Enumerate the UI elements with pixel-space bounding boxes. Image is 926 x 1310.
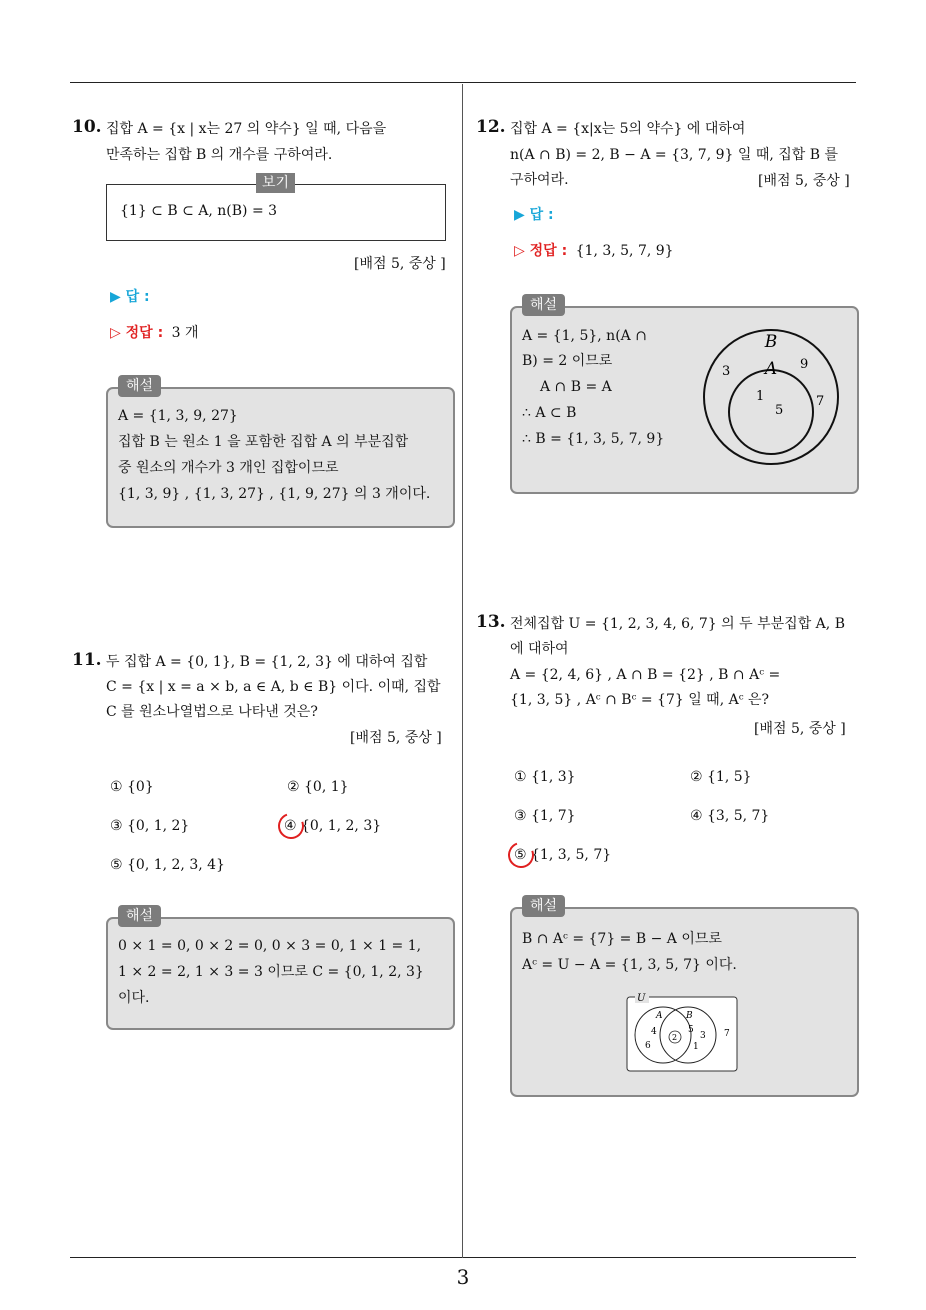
score-label: [배점 5, 중상 ] xyxy=(350,730,442,746)
option-4[interactable]: ④ {0, 1, 2, 3} xyxy=(284,818,382,834)
venn-value: 2 xyxy=(672,1033,678,1042)
question-number: 10. xyxy=(72,117,102,137)
venn-value: 9 xyxy=(800,357,809,372)
question-number: 12. xyxy=(476,117,506,137)
question-text-line: 집합 A = {x|x는 5의 약수} 에 대하여 xyxy=(510,121,746,137)
bogi-label: 보기 xyxy=(256,173,295,193)
venn-label-A: A xyxy=(764,359,778,379)
venn-label-B: B xyxy=(764,332,778,352)
question-text-line: A = {2, 4, 6} , A ∩ B = {2} , B ∩ Aᶜ = xyxy=(510,667,781,683)
top-rule xyxy=(70,82,856,83)
option-2[interactable]: ② {1, 5} xyxy=(690,769,752,785)
option-4[interactable]: ④ {3, 5, 7} xyxy=(690,808,770,824)
explanation-line: {1, 3, 9} , {1, 3, 27} , {1, 9, 27} 의 3 개이다. xyxy=(118,486,431,502)
explanation-tag: 해설 xyxy=(522,294,565,316)
venn-value: 6 xyxy=(645,1041,651,1051)
venn-value: 7 xyxy=(724,1029,730,1039)
venn-value: 5 xyxy=(688,1025,694,1035)
option-1[interactable]: ① {1, 3} xyxy=(514,769,576,785)
question-text-line: C 를 원소나열법으로 나타낸 것은? xyxy=(106,704,318,720)
venn-diagram-two-sets xyxy=(625,990,741,1074)
venn-value: 1 xyxy=(693,1042,699,1052)
explanation-tag: 해설 xyxy=(522,895,565,917)
column-divider xyxy=(462,84,463,1258)
explanation-line: 이다. xyxy=(118,990,150,1006)
question-text-line: 전체집합 U = {1, 2, 3, 4, 6, 7} 의 두 부분집합 A, B xyxy=(510,616,845,632)
option-5[interactable]: ⑤ {1, 3, 5, 7} xyxy=(514,847,612,863)
explanation-tag: 해설 xyxy=(118,375,161,397)
bottom-rule xyxy=(70,1257,856,1258)
venn-label-A: A xyxy=(656,1011,663,1021)
venn-value: 3 xyxy=(700,1031,706,1041)
explanation-line: A = {1, 3, 9, 27} xyxy=(118,408,238,424)
venn-diagram-nested xyxy=(700,325,850,475)
venn-value: 1 xyxy=(756,389,765,404)
correct-answer xyxy=(514,241,674,261)
question-text-line: n(A ∩ B) = 2, B − A = {3, 7, 9} 일 때, 집합 B 를 xyxy=(510,147,839,163)
option-5[interactable]: ⑤ {0, 1, 2, 3, 4} xyxy=(110,857,225,873)
explanation-line: ∴ A ⊂ B xyxy=(522,405,577,421)
explanation-line: B) = 2 이므로 xyxy=(522,353,613,369)
explanation-line: Aᶜ = U − A = {1, 3, 5, 7} 이다. xyxy=(522,957,737,973)
score-label: [배점 5, 중상 ] xyxy=(354,256,446,272)
venn-label-B: B xyxy=(686,1011,693,1021)
question-text-line: {1, 3, 5} , Aᶜ ∩ Bᶜ = {7} 일 때, Aᶜ 은? xyxy=(510,692,770,708)
venn-value: 5 xyxy=(775,403,784,418)
explanation-line: 1 × 2 = 2, 1 × 3 = 3 이므로 C = {0, 1, 2, 3} xyxy=(118,964,424,980)
answer-field[interactable]: ▶ 답 : xyxy=(514,207,554,223)
score-label: [배점 5, 중상 ] xyxy=(758,173,850,189)
question-text-line: 두 집합 A = {0, 1}, B = {1, 2, 3} 에 대하여 집합 xyxy=(106,654,428,670)
option-1[interactable]: ① {0} xyxy=(110,779,154,795)
question-text-line: C = {x | x = a × b, a ∈ A, b ∈ B} 이다. 이때, 집합 xyxy=(106,679,441,695)
venn-label-U: U xyxy=(637,993,646,1004)
question-text-line: 구하여라. xyxy=(510,172,569,188)
selected-answer-mark xyxy=(274,809,309,844)
question-text-line: 집합 A = {x | x는 27 의 약수} 일 때, 다음을 xyxy=(106,121,387,137)
explanation-tag: 해설 xyxy=(118,905,161,927)
explanation-line: 집합 B 는 원소 1 을 포함한 집합 A 의 부분집합 xyxy=(118,434,409,450)
option-3[interactable]: ③ {0, 1, 2} xyxy=(110,818,190,834)
explanation-line: A = {1, 5}, n(A ∩ xyxy=(522,328,647,344)
score-label: [배점 5, 중상 ] xyxy=(754,721,846,737)
correct-value: {1, 3, 5, 7, 9} xyxy=(575,243,674,259)
explanation-line: A ∩ B = A xyxy=(540,379,612,395)
page-number: 3 xyxy=(456,1265,470,1289)
question-number: 13. xyxy=(476,612,506,632)
question-text-line: 에 대하여 xyxy=(510,641,569,657)
bogi-text: {1} ⊂ B ⊂ A, n(B) = 3 xyxy=(120,203,278,219)
question-number: 11. xyxy=(72,650,102,670)
correct-label: ▷ 정답 : xyxy=(514,243,568,259)
correct-label: ▷ 정답 : xyxy=(110,325,164,341)
explanation-line: 중 원소의 개수가 3 개인 집합이므로 xyxy=(118,460,339,476)
venn-value: 4 xyxy=(651,1027,657,1037)
explanation-line: ∴ B = {1, 3, 5, 7, 9} xyxy=(522,431,665,447)
option-3[interactable]: ③ {1, 7} xyxy=(514,808,576,824)
correct-value: 3 개 xyxy=(171,325,199,341)
option-2[interactable]: ② {0, 1} xyxy=(287,779,349,795)
correct-answer xyxy=(110,323,199,343)
explanation-line: B ∩ Aᶜ = {7} = B − A 이므로 xyxy=(522,931,722,947)
question-text-line: 만족하는 집합 B 의 개수를 구하여라. xyxy=(106,147,333,163)
explanation-line: 0 × 1 = 0, 0 × 2 = 0, 0 × 3 = 0, 1 × 1 = 1, xyxy=(118,938,422,954)
answer-field[interactable]: ▶ 답 : xyxy=(110,289,150,305)
selected-answer-mark xyxy=(504,838,539,873)
venn-value: 7 xyxy=(816,394,825,409)
venn-value: 3 xyxy=(722,364,731,379)
